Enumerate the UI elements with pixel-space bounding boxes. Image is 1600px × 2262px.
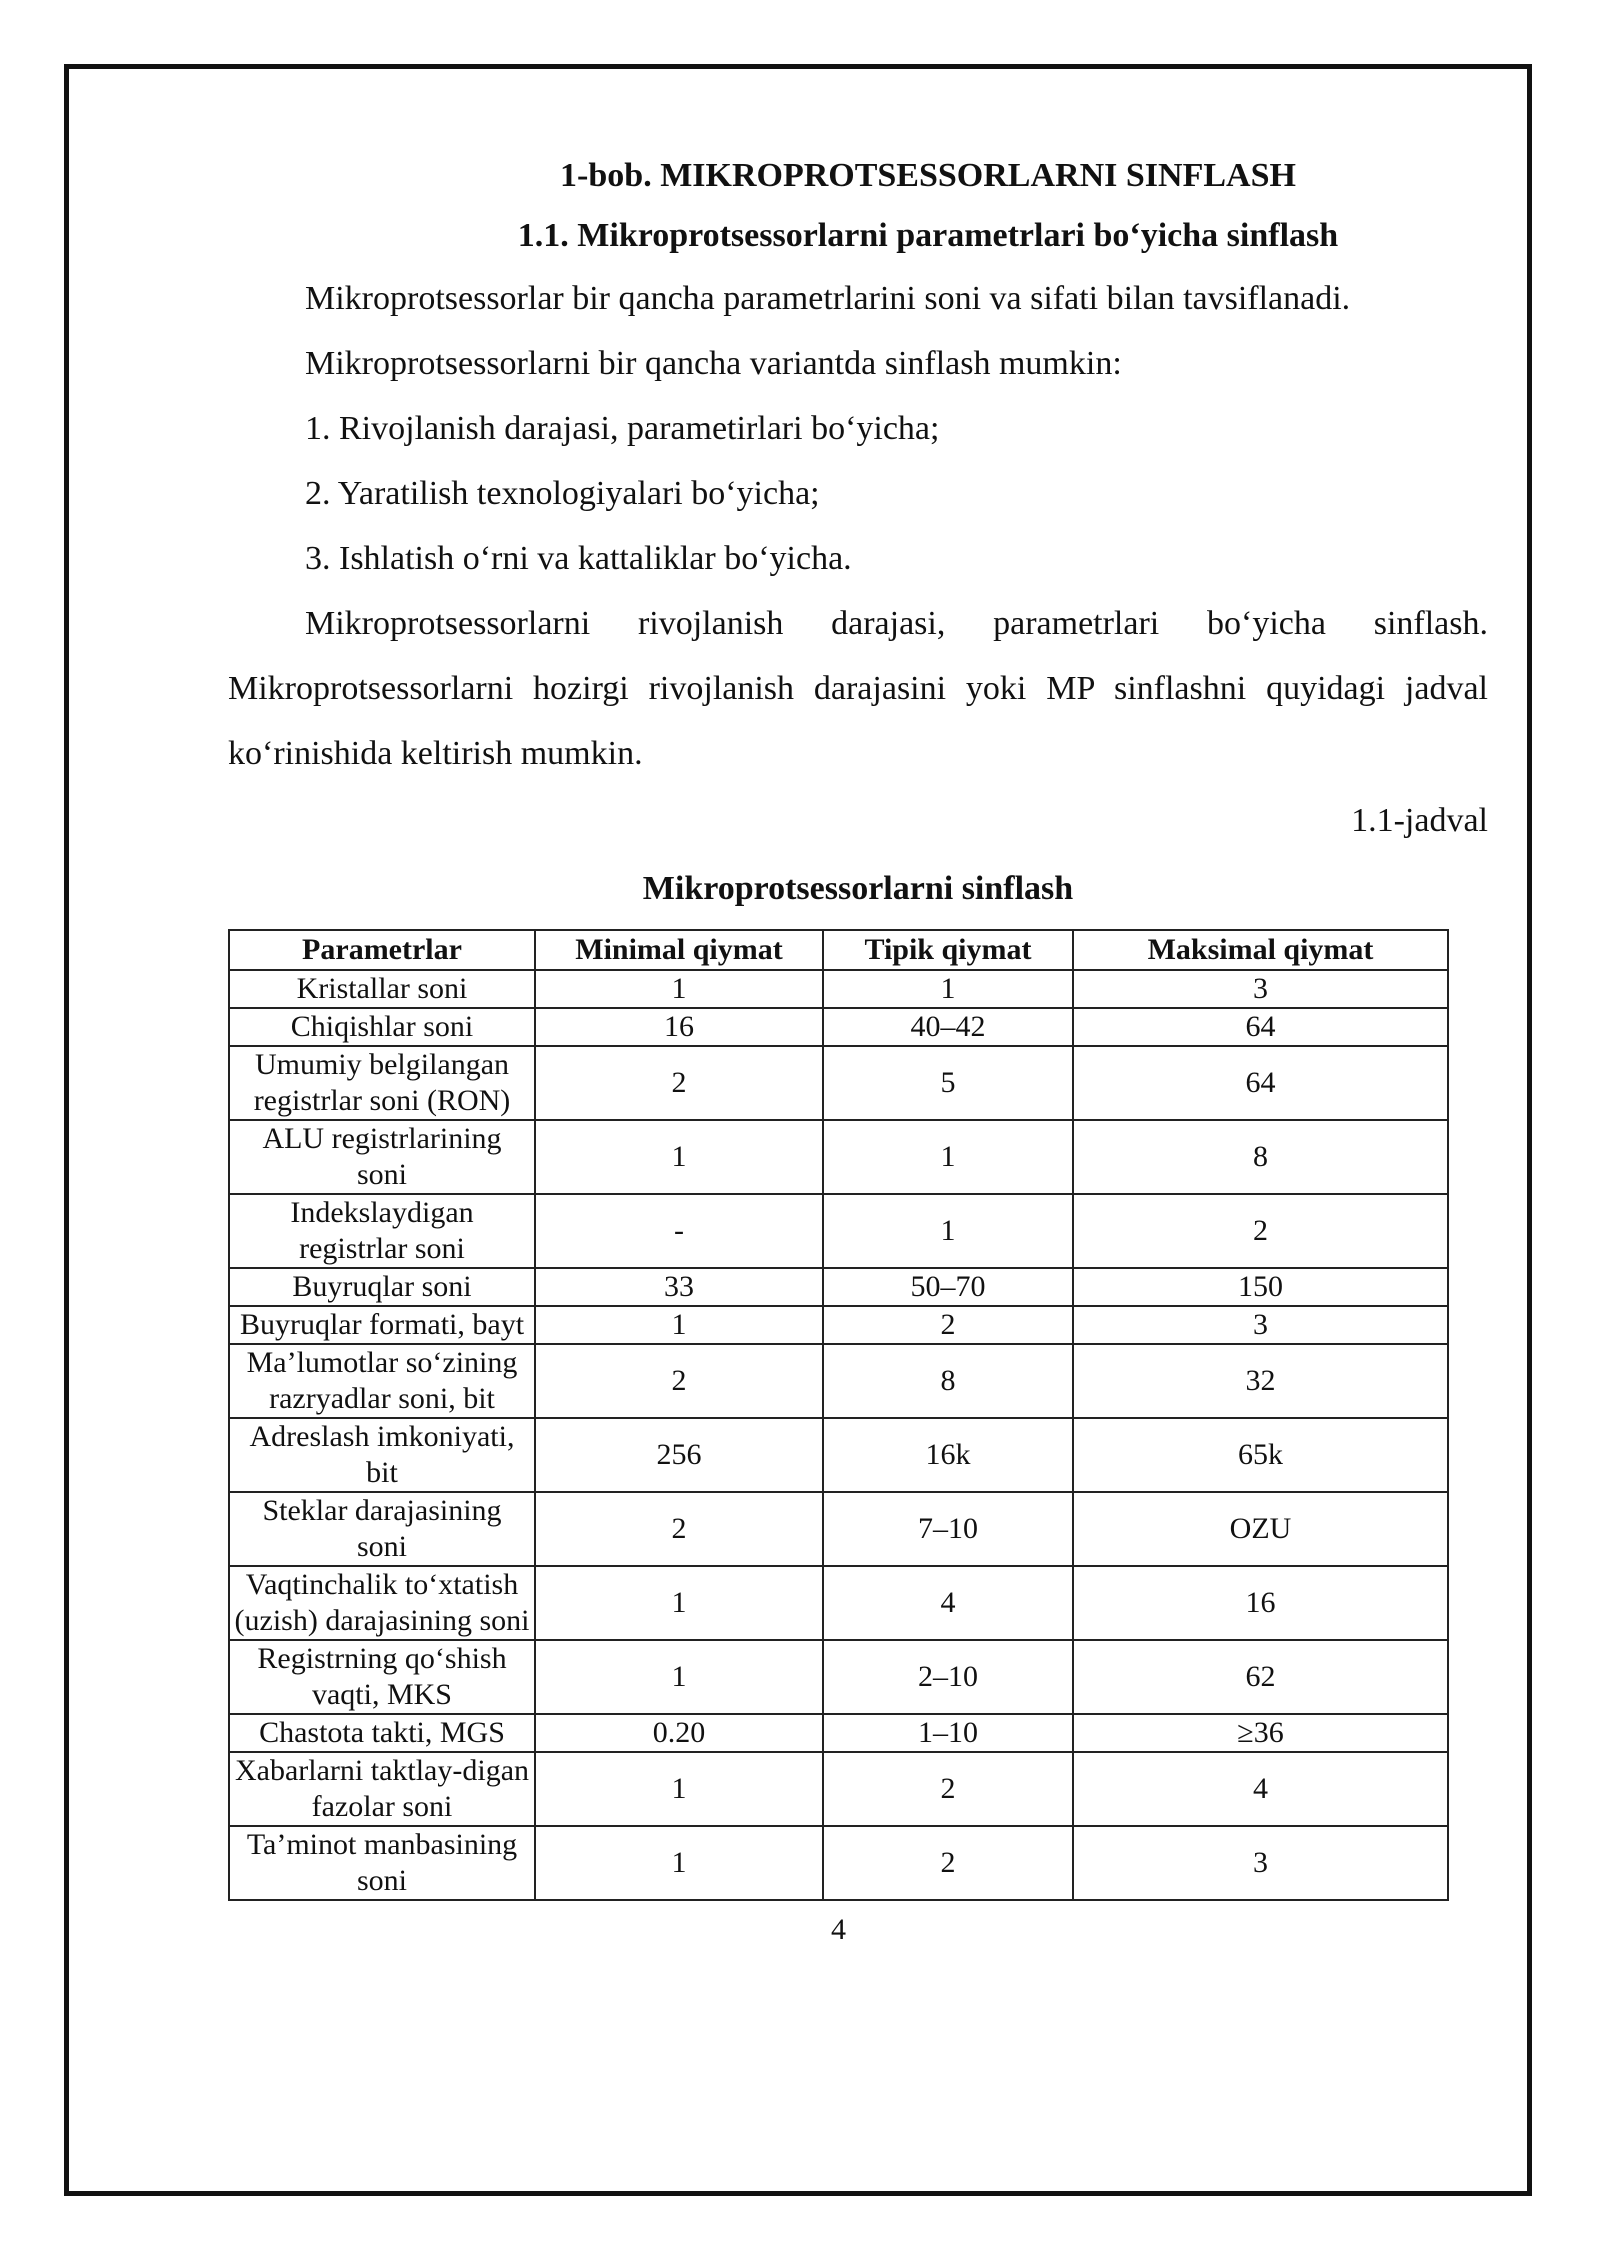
value-cell: 65k xyxy=(1073,1418,1448,1492)
value-cell: 3 xyxy=(1073,1306,1448,1344)
table-row xyxy=(229,1714,1448,1752)
table-header-row xyxy=(229,930,1448,970)
table-body xyxy=(229,970,1448,1900)
value-cell: 1 xyxy=(535,1826,823,1900)
table-row xyxy=(229,1418,1448,1492)
list-item-1: 1. Rivojlanish darajasi, parametirlari bo‘yicha; xyxy=(305,410,940,447)
value-cell: 16 xyxy=(1073,1566,1448,1640)
value-cell: 8 xyxy=(1073,1120,1448,1194)
value-cell: ≥36 xyxy=(1073,1714,1448,1752)
value-cell: 32 xyxy=(1073,1344,1448,1418)
parameter-cell: Chastota takti, MGS xyxy=(229,1714,535,1752)
parameter-cell: ALU registrlarining soni xyxy=(229,1120,535,1194)
value-cell: 2 xyxy=(823,1306,1073,1344)
table-row xyxy=(229,1826,1448,1900)
page-number: 4 xyxy=(831,1913,846,1946)
parameter-cell: Registrning qo‘shish vaqti, MKS xyxy=(229,1640,535,1714)
table-row xyxy=(229,1046,1448,1120)
value-cell: 4 xyxy=(1073,1752,1448,1826)
paragraph-3: Mikroprotsessorlarni rivojlanish darajasi, parametrlari bo‘yicha sinflash. Mikroprotsessorlarni hozirgi rivojlanish darajasini yoki MP sinflashni quyidagi jadval ko‘rinishida keltirish mumkin. xyxy=(228,605,1488,772)
value-cell: 256 xyxy=(535,1418,823,1492)
header-cell: Maksimal qiymat xyxy=(1073,930,1448,970)
value-cell: 1 xyxy=(535,1306,823,1344)
table-title: Mikroprotsessorlarni sinflash xyxy=(642,870,1074,907)
value-cell: 2 xyxy=(535,1344,823,1418)
chapter-title: 1-bob. MIKROPROTSESSORLARNI SINFLASH xyxy=(560,157,1296,194)
value-cell: 3 xyxy=(1073,970,1448,1008)
value-cell: 16 xyxy=(535,1008,823,1046)
value-cell: 1 xyxy=(823,1194,1073,1268)
table-row xyxy=(229,1566,1448,1640)
classification-table xyxy=(228,929,1449,1901)
value-cell: 0.20 xyxy=(535,1714,823,1752)
document-body xyxy=(228,146,1488,1947)
value-cell: 4 xyxy=(823,1566,1073,1640)
list-item-2: 2. Yaratilish texnologiyalari bo‘yicha; xyxy=(305,475,820,512)
paragraph-2: Mikroprotsessorlarni bir qancha variantda sinflash mumkin: xyxy=(305,345,1122,382)
list-item-3: 3. Ishlatish o‘rni va kattaliklar bo‘yicha. xyxy=(305,540,852,577)
table-row xyxy=(229,1008,1448,1046)
table-row xyxy=(229,1194,1448,1268)
value-cell: 1 xyxy=(535,1566,823,1640)
value-cell: 64 xyxy=(1073,1046,1448,1120)
value-cell: 1 xyxy=(823,970,1073,1008)
value-cell: 40–42 xyxy=(823,1008,1073,1046)
section-title: 1.1. Mikroprotsessorlarni parametrlari bo‘yicha sinflash xyxy=(517,217,1339,254)
paragraph-1: Mikroprotsessorlar bir qancha parametrlarini soni va sifati bilan tavsiflanadi. xyxy=(305,280,1351,317)
parameter-cell: Ma’lumotlar so‘zining razryadlar soni, bit xyxy=(229,1344,535,1418)
value-cell: 62 xyxy=(1073,1640,1448,1714)
value-cell: OZU xyxy=(1073,1492,1448,1566)
table-row xyxy=(229,1306,1448,1344)
header-cell: Minimal qiymat xyxy=(535,930,823,970)
table-row xyxy=(229,1344,1448,1418)
table-row xyxy=(229,970,1448,1008)
table-row xyxy=(229,1120,1448,1194)
value-cell: 7–10 xyxy=(823,1492,1073,1566)
value-cell: 33 xyxy=(535,1268,823,1306)
parameter-cell: Buyruqlar formati, bayt xyxy=(229,1306,535,1344)
parameter-cell: Steklar darajasining soni xyxy=(229,1492,535,1566)
parameter-cell: Kristallar soni xyxy=(229,970,535,1008)
value-cell: 1 xyxy=(823,1120,1073,1194)
value-cell: 2 xyxy=(823,1826,1073,1900)
parameter-cell: Ta’minot manbasining soni xyxy=(229,1826,535,1900)
parameter-cell: Vaqtinchalik to‘xtatish (uzish) darajasining soni xyxy=(229,1566,535,1640)
header-cell: Parametrlar xyxy=(229,930,535,970)
value-cell: 5 xyxy=(823,1046,1073,1120)
table-row xyxy=(229,1268,1448,1306)
value-cell: 2 xyxy=(1073,1194,1448,1268)
value-cell: 1 xyxy=(535,1752,823,1826)
value-cell: 2 xyxy=(823,1752,1073,1826)
table-label: 1.1-jadval xyxy=(1351,802,1488,839)
parameter-cell: Indekslaydigan registrlar soni xyxy=(229,1194,535,1268)
value-cell: 3 xyxy=(1073,1826,1448,1900)
value-cell: 2 xyxy=(535,1046,823,1120)
value-cell: 50–70 xyxy=(823,1268,1073,1306)
value-cell: 64 xyxy=(1073,1008,1448,1046)
value-cell: 2–10 xyxy=(823,1640,1073,1714)
value-cell: 1 xyxy=(535,1120,823,1194)
value-cell: - xyxy=(535,1194,823,1268)
value-cell: 8 xyxy=(823,1344,1073,1418)
value-cell: 16k xyxy=(823,1418,1073,1492)
parameter-cell: Chiqishlar soni xyxy=(229,1008,535,1046)
value-cell: 150 xyxy=(1073,1268,1448,1306)
parameter-cell: Buyruqlar soni xyxy=(229,1268,535,1306)
value-cell: 1 xyxy=(535,970,823,1008)
value-cell: 1–10 xyxy=(823,1714,1073,1752)
value-cell: 2 xyxy=(535,1492,823,1566)
parameter-cell: Adreslash imkoniyati, bit xyxy=(229,1418,535,1492)
parameter-cell: Umumiy belgilangan registrlar soni (RON) xyxy=(229,1046,535,1120)
table-row xyxy=(229,1492,1448,1566)
header-cell: Tipik qiymat xyxy=(823,930,1073,970)
table-row xyxy=(229,1752,1448,1826)
parameter-cell: Xabarlarni taktlay-digan fazolar soni xyxy=(229,1752,535,1826)
table-row xyxy=(229,1640,1448,1714)
value-cell: 1 xyxy=(535,1640,823,1714)
